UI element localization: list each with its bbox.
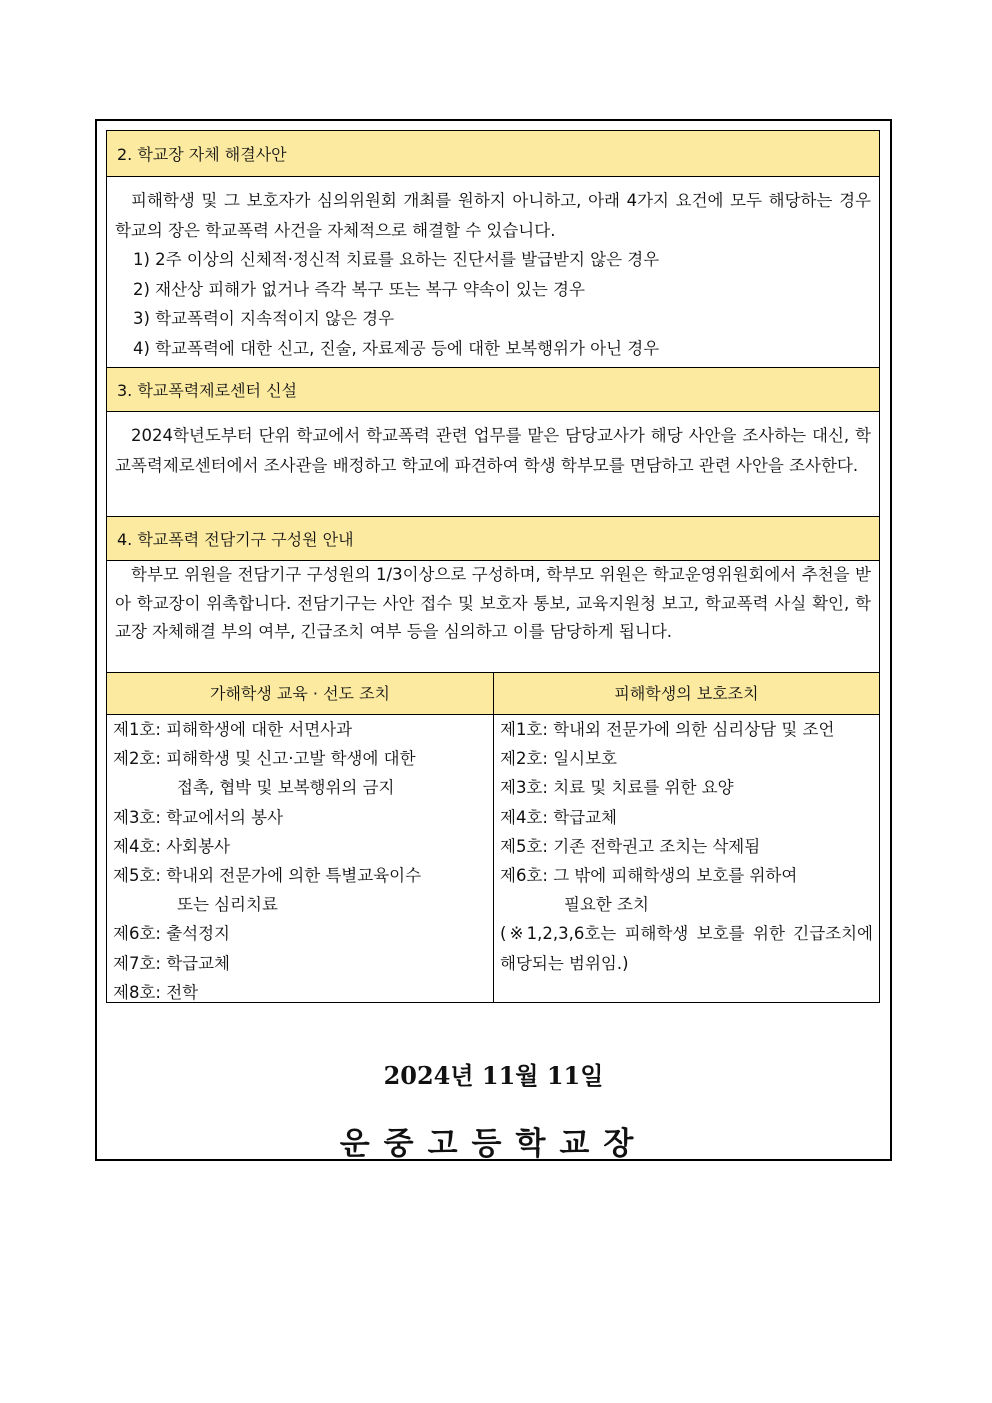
section-3-title: 3. 학교폭력제로센터 신설 [106,367,880,412]
section-3-body: 2024학년도부터 단위 학교에서 학교폭력 관련 업무를 맡은 담당교사가 해당 사안을 조사하는 대신, 학교폭력제로센터에서 조사관을 배정하고 학교에 파견하여 학생 학부모를 면담하고 관련 사안을 조사한다. [115,426,871,475]
section-2-intro: 피해학생 및 그 보호자가 심의위원회 개최를 원하지 아니하고, 아래 4가지 요건에 모두 해당하는 경우 학교의 장은 학교폭력 사건을 자체적으로 해결할 수 있습니다. [115,191,871,240]
section-2-item-2: 2) 재산상 피해가 없거나 즉각 복구 또는 복구 약속이 있는 경우 [133,279,585,299]
section-2-item-1: 1) 2주 이상의 신체적·정신적 치료를 요하는 진단서를 발급받지 않은 경우 [133,250,660,269]
document-date: 2024년 11월 11일 [383,1061,604,1090]
section-2-item-3: 3) 학교폭력이 지속적이지 않은 경우 [133,309,395,328]
victim-measure-6: 제6호: 그 밖에 피해학생의 보호를 위하여 [500,866,798,886]
offender-measure-3: 제3호: 학교에서의 봉사 [113,807,284,827]
victim-measure-5: 제5호: 기존 전학권고 조치는 삭제됨 [500,836,761,856]
victim-measure-3: 제3호: 치료 및 치료를 위한 요양 [500,778,734,798]
offender-measure-1: 제1호: 피해학생에 대한 서면사과 [113,720,353,739]
school-principal-signature: 운중고등학교장 [339,1126,648,1162]
offender-measure-4: 제4호: 사회봉사 [113,836,230,856]
section-2-title: 2. 학교장 자체 해결사안 [106,130,880,177]
offender-measure-6: 제6호: 출석정지 [113,924,230,944]
offender-measure-5-cont: 또는 심리치료 [177,895,278,915]
victim-measure-note: (※1,2,3,6호는 피해학생 보호를 위한 긴급조치에 해당되는 범위임.) [500,924,873,973]
section-3-body-box [106,412,880,517]
section-4-body-box [106,561,880,673]
offender-measures-header: 가해학생 교육 · 선도 조치 [106,672,494,715]
victim-measure-1: 제1호: 학내외 전문가에 의한 심리상담 및 조언 [500,720,835,739]
victim-measure-4: 제4호: 학급교체 [500,807,617,827]
section-4-body: 학부모 위원을 전담기구 구성원의 1/3이상으로 구성하며, 학부모 위원은 학교운영위원회에서 추천을 받아 학교장이 위촉합니다. 전담기구는 사안 접수 및 보호자 통보, 교육지원청 보고, 학교폭력 사실 확인, 학교장 자체해결 부의 여부, 긴급조치 여부 등을 심의하고 이를 담당하게 됩니다. [115,565,871,641]
offender-measure-8: 제8호: 전학 [113,982,199,1002]
offender-measure-2: 제2호: 피해학생 및 신고·고발 학생에 대한 [113,749,416,769]
offender-measure-7: 제7호: 학급교체 [113,953,230,973]
victim-measures-list [493,715,880,1003]
offender-measure-2-cont: 접촉, 협박 및 보복행위의 금지 [177,778,395,798]
victim-measure-2: 제2호: 일시보호 [500,749,617,769]
section-2-body [106,177,880,368]
section-4-title: 4. 학교폭력 전담기구 구성원 안내 [106,516,880,561]
victim-measures-header: 피해학생의 보호조치 [493,672,880,715]
section-2-item-4: 4) 학교폭력에 대한 신고, 진술, 자료제공 등에 대한 보복행위가 아닌 경우 [133,338,660,358]
victim-measure-6-cont: 필요한 조치 [564,895,649,915]
offender-measures-list [106,715,494,1003]
offender-measure-5: 제5호: 학내외 전문가에 의한 특별교육이수 [113,866,422,886]
